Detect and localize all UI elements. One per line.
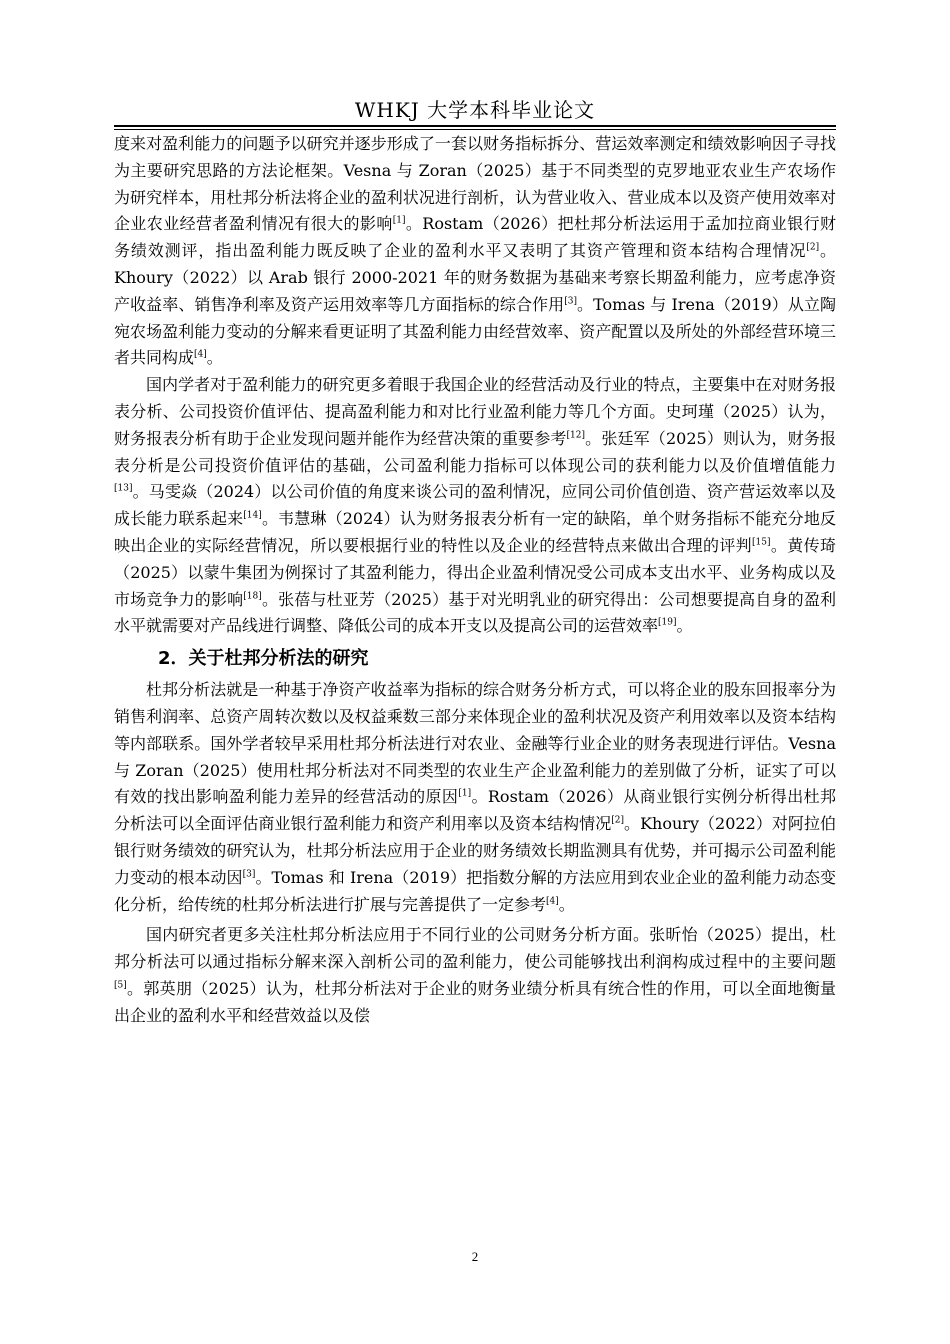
citation-ref: [14]: [243, 510, 262, 521]
text-run: 。Tomas 和 Irena（2019）把指数分解的方法应用到农业企业的盈利能力动态变化分析，给传统的杜邦分析法进行扩展与完善提供了一定参考: [114, 867, 836, 914]
citation-ref: [19]: [658, 618, 677, 629]
text-run: 度来对盈利能力的问题予以研究并逐步形成了一套以财务指标拆分、营运效率测定和绩效影响因子寻找为主要研究思路的方法论框架。Vesna 与 Zoran（2025）基于不同类型的克罗地亚农业生产农场作为研究样本，用杜邦分析法将企业的盈利状况进行剖析，认为营业收入、营业成本以及资产使用效率对企业农业经营者盈利情况有很大的影响: [114, 134, 836, 234]
text-run: 。张蓓与杜亚芳（2025）基于对光明乳业的研究得出：公司想要提高自身的盈利水平就需要对产品线进行调整、降低公司的成本开支以及提高公司的运营效率: [114, 589, 836, 636]
header-rule-thin: [114, 129, 836, 130]
citation-ref: [4]: [194, 350, 207, 361]
section-heading: 2．关于杜邦分析法的研究: [158, 648, 369, 670]
citation-ref: [18]: [243, 591, 262, 602]
citation-ref: [1]: [392, 216, 406, 227]
paragraph-domestic-studies: [114, 372, 836, 640]
text-run: 。Rostam（2026）把杜邦分析法运用于孟加拉商业银行财务绩效测评，指出盈利能力既反映了企业的盈利水平又表明了其资产管理和资本结构合理情况: [114, 214, 836, 261]
text-run: 。Tomas 与 Irena（2019）从立陶宛农场盈利能力变动的分解来看更证明了其盈利能力由经营效率、资产配置以及所处的外部经营环境三者共同构成: [114, 294, 836, 368]
citation-ref: [4]: [546, 896, 559, 907]
citation-ref: [3]: [242, 869, 256, 880]
header-rule: [114, 125, 836, 127]
text-run: 。Rostam（2026）从商业银行实例分析得出杜邦分析法可以全面评估商业银行盈利能力和资产利用率以及资本结构情况: [114, 787, 836, 834]
text-run: 。: [676, 616, 693, 636]
text-run: 杜邦分析法就是一种基于净资产收益率为指标的综合财务分析方式，可以将企业的股东回报率分为销售利润率、总资产周转次数以及权益乘数三部分来体现企业的盈利状况及资产利用效率以及资本结构等内部联系。国外学者较早采用杜邦分析法进行对农业、金融等行业企业的财务表现进行评估。Vesna 与 Zoran（2025）使用杜邦分析法对不同类型的农业生产企业盈利能力的差别做了分析，证实了可以有效的找出影响盈利能力差异的经营活动的原因: [114, 680, 836, 807]
paragraph-dupont-foreign: [114, 677, 836, 918]
text-run: 。郭英朋（2025）认为，杜邦分析法对于企业的财务业绩分析具有统合性的作用，可以全面地衡量出企业的盈利水平和经营效益以及偿: [114, 978, 836, 1025]
page-header-title: WHKJ 大学本科毕业论文: [354, 98, 596, 122]
citation-ref: [15]: [752, 537, 771, 548]
paragraph-foreign-studies: [114, 131, 836, 372]
text-run: 。Khoury（2022）对阿拉伯银行财务绩效的研究认为，杜邦分析法应用于企业的财务绩效长期监测具有优势，并可揭示公司盈利能力变动的根本动因: [114, 814, 836, 887]
citation-ref: [12]: [566, 430, 585, 441]
text-run: 。黄传琦（2025）以蒙牛集团为例探讨了其盈利能力，得出企业盈利情况受公司成本支出水平、业务构成以及市场竞争力的影响: [114, 535, 836, 609]
citation-ref: [2]: [611, 815, 625, 826]
text-run: 。: [206, 348, 223, 368]
text-run: 。Khoury（2022）以 Arab 银行 2000-2021 年的财务数据为基础来考察长期盈利能力，应考虑净资产收益率、销售净利率及资产运用效率等几方面指标的综合作用: [114, 241, 836, 314]
text-run: 国内学者对于盈利能力的研究更多着眼于我国企业的经营活动及行业的特点，主要集中在对财务报表分析、公司投资价值评估、提高盈利能力和对比行业盈利能力等几个方面。史珂瑾（2025）认为，财务报表分析有助于企业发现问题并能作为经营决策的重要参考: [114, 375, 836, 448]
text-run: 。马雯焱（2024）以公司价值的角度来谈公司的盈利情况，应同公司价值创造、资产营运效率以及成长能力联系起来: [114, 482, 836, 529]
text-run: 国内研究者更多关注杜邦分析法应用于不同行业的公司财务分析方面。张昕怡（2025）提出，杜邦分析法可以通过指标分解来深入剖析公司的盈利能力，使公司能够找出利润构成过程中的主要问题: [114, 925, 836, 972]
citation-ref: [3]: [564, 296, 577, 307]
citation-ref: [2]: [806, 242, 820, 253]
paragraph-dupont-domestic: [114, 922, 836, 1029]
text-run: 。韦慧琳（2024）认为财务报表分析有一定的缺陷，单个财务指标不能充分地反映出企业的实际经营情况，所以要根据行业的特性以及企业的经营特点来做出合理的评判: [114, 509, 836, 555]
citation-ref: [13]: [114, 484, 133, 495]
citation-ref: [1]: [458, 789, 472, 799]
text-run: 。: [558, 894, 575, 914]
page-number: 2: [471, 1249, 479, 1264]
document-body: [114, 131, 836, 1030]
citation-ref: [5]: [114, 980, 127, 991]
text-run: 。张廷军（2025）则认为，财务报表分析是公司投资价值评估的基础，公司盈利能力指标可以体现公司的获利能力以及价值增值能力: [114, 428, 836, 475]
